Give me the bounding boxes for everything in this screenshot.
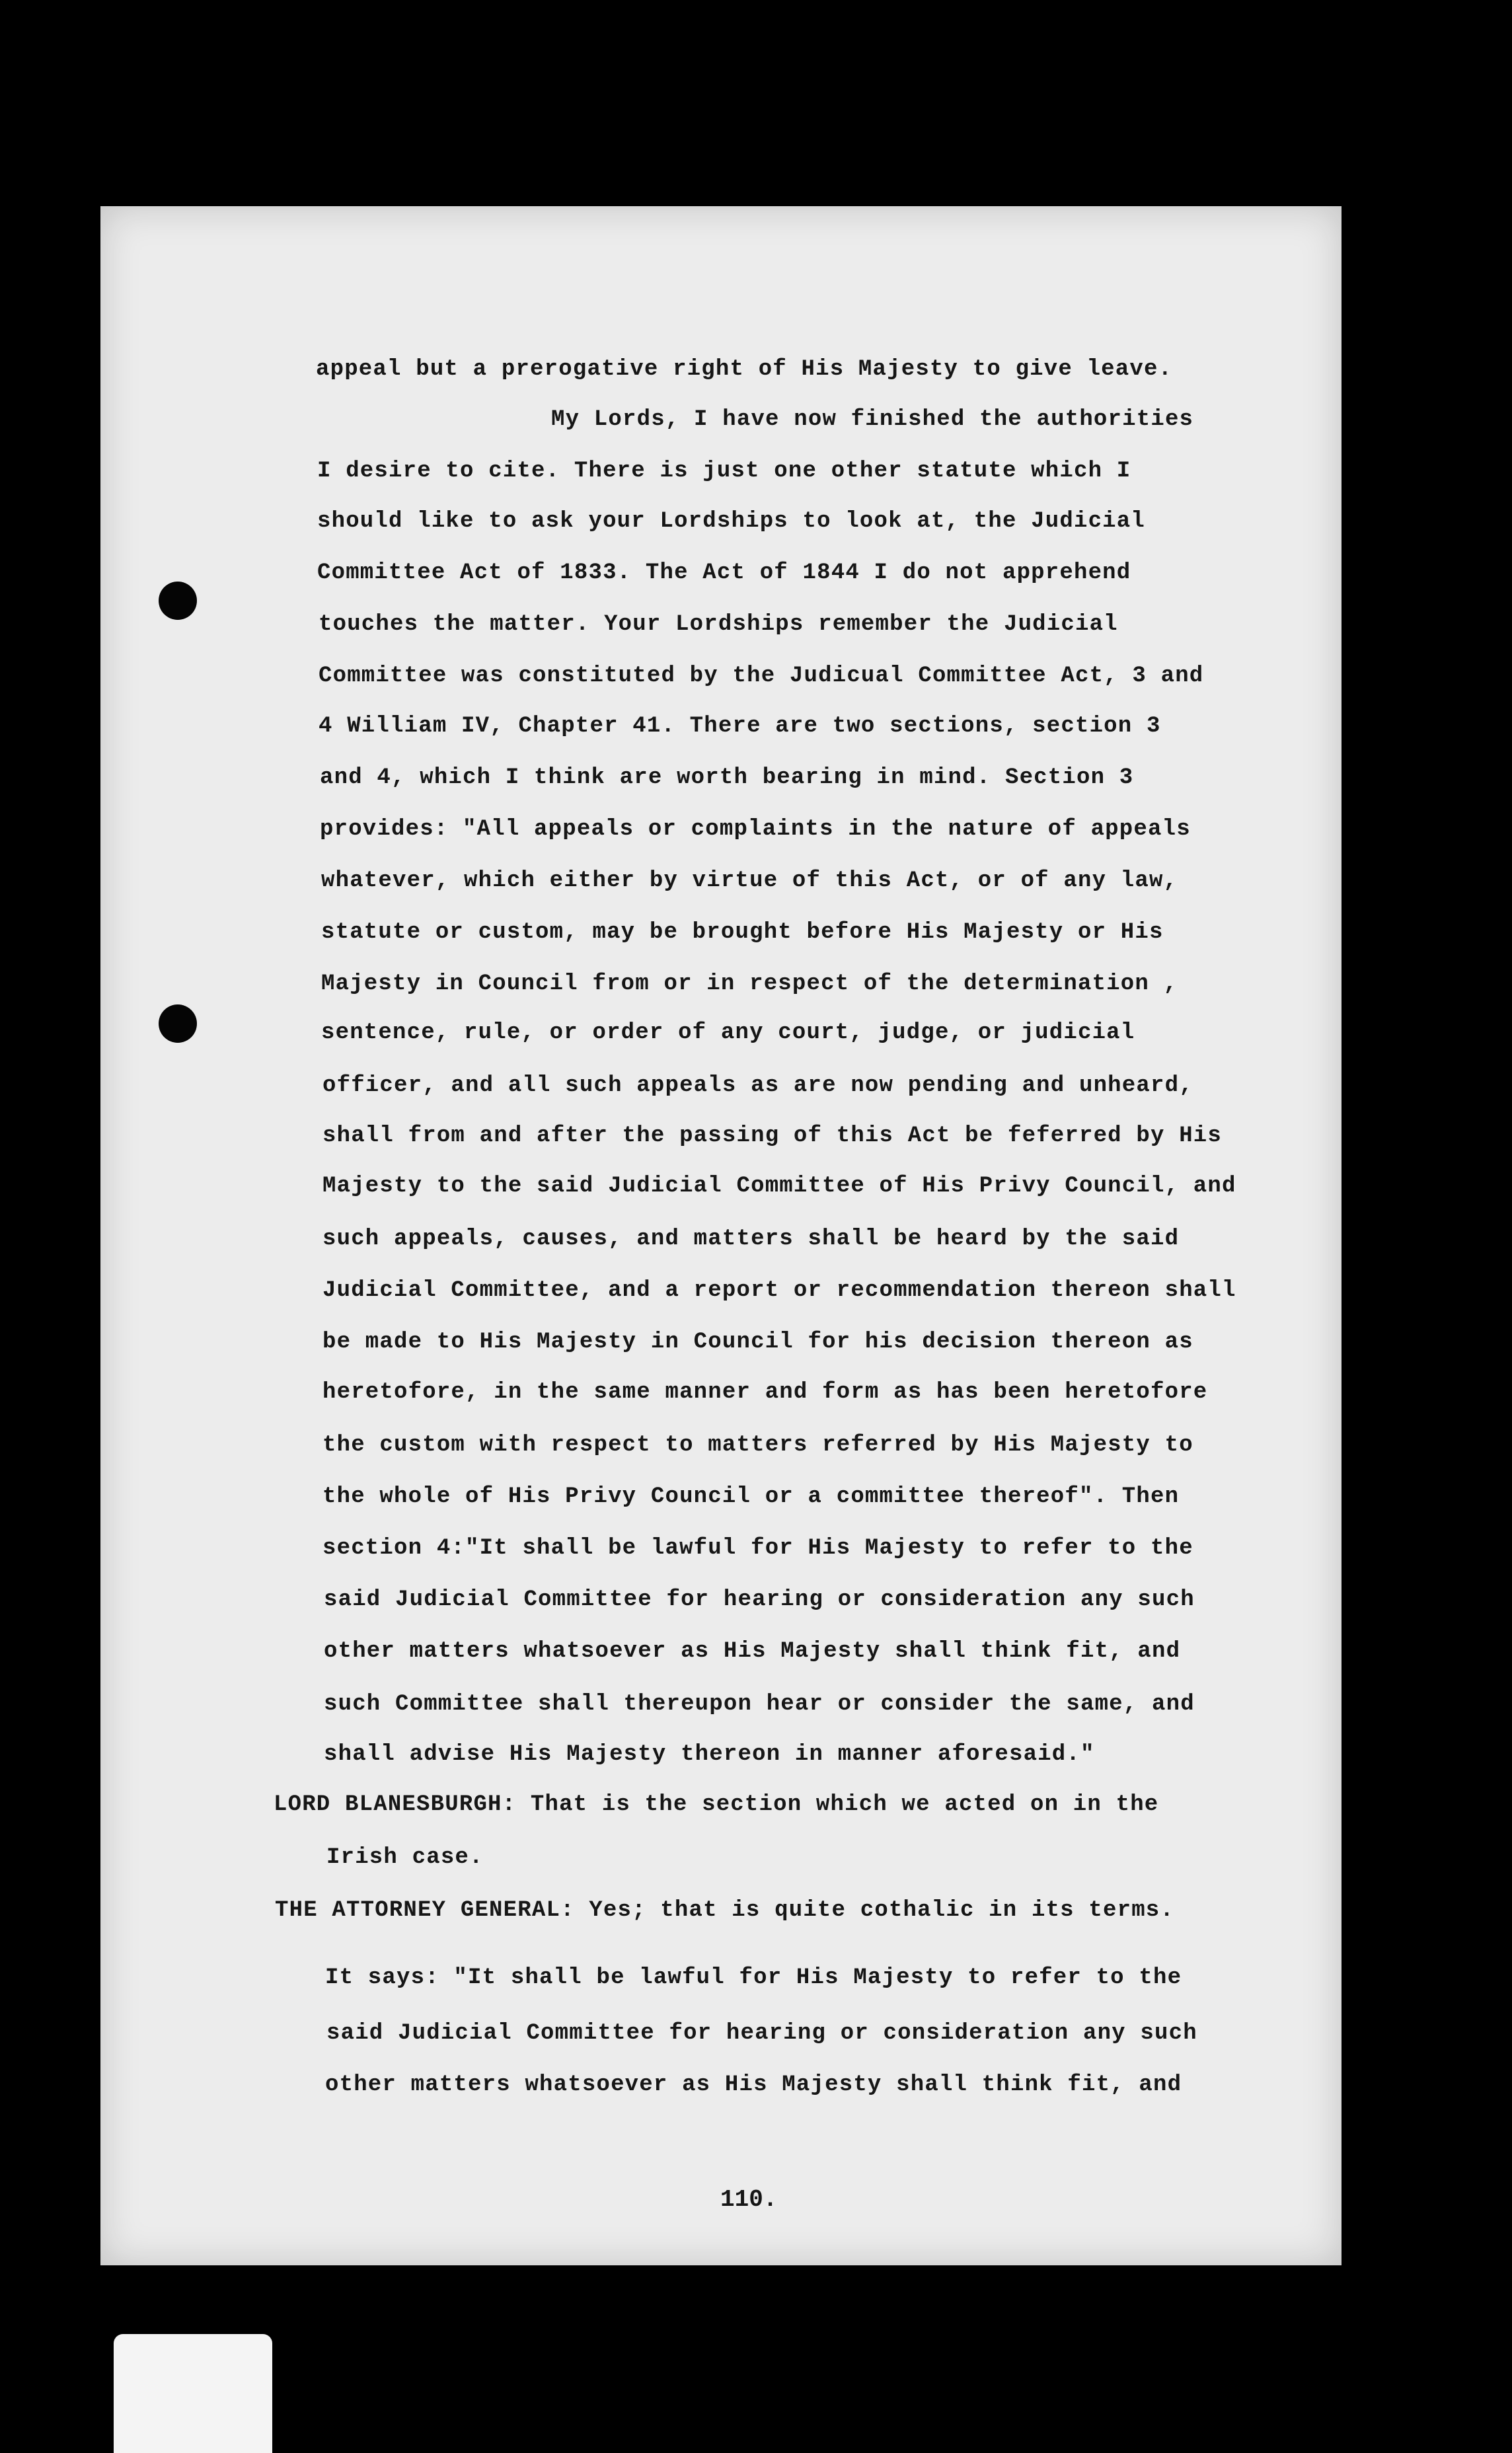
text-line: whatever, which either by virtue of this Act, or of any law, (321, 868, 1178, 893)
text-line: the custom with respect to matters referred by His Majesty to (322, 1433, 1193, 1458)
text-line: statute or custom, may be brought before His Majesty or His (321, 920, 1164, 945)
text-line: Majesty to the said Judicial Committee of His Privy Council, and (322, 1174, 1236, 1199)
text-line: Committee was constituted by the Judicual Committee Act, 3 and (319, 663, 1204, 689)
text-line: Majesty in Council from or in respect of the determination , (321, 971, 1178, 997)
text-line: other matters whatsoever as His Majesty shall think fit, and (324, 1639, 1181, 1664)
text-line: such appeals, causes, and matters shall be heard by the said (322, 1226, 1180, 1252)
text-line: My Lords, I have now finished the authorities (551, 407, 1194, 432)
text-line: shall advise His Majesty thereon in manner aforesaid." (324, 1742, 1095, 1767)
text-line: provides: "All appeals or complaints in the nature of appeals (320, 817, 1191, 842)
speaker-line: THE ATTORNEY GENERAL: Yes; that is quite cothalic in its terms. (275, 1898, 1175, 1923)
text-line: be made to His Majesty in Council for his decision thereon as (322, 1330, 1193, 1355)
text-line: I desire to cite. There is just one other statute which I (317, 459, 1131, 484)
text-line: Committee Act of 1833. The Act of 1844 I do not apprehend (317, 560, 1131, 585)
text-line: 4 William IV, Chapter 41. There are two sections, section 3 (319, 714, 1161, 739)
text-line: appeal but a prerogative right of His Majesty to give leave. (316, 357, 1173, 382)
typescript-page (100, 206, 1342, 2265)
text-line: other matters whatsoever as His Majesty shall think fit, and (325, 2072, 1182, 2097)
text-line: section 4:"It shall be lawful for His Majesty to refer to the (322, 1536, 1193, 1561)
page-number: 110. (720, 2186, 778, 2213)
text-line: Irish case. (326, 1845, 484, 1870)
text-line: the whole of His Privy Council or a committee thereof". Then (322, 1484, 1180, 1509)
text-line: and 4, which I think are worth bearing in mind. Section 3 (320, 765, 1134, 790)
blank-label-tab (114, 2334, 272, 2453)
text-line: Judicial Committee, and a report or recommendation thereon shall (322, 1278, 1236, 1303)
text-line: officer, and all such appeals as are now pending and unheard, (322, 1073, 1193, 1098)
punch-hole-top (159, 582, 197, 620)
speaker-line: LORD BLANESBURGH: That is the section which we acted on in the (274, 1792, 1159, 1817)
text-line: such Committee shall thereupon hear or consider the same, and (324, 1692, 1195, 1717)
text-line: It says: "It shall be lawful for His Majesty to refer to the (325, 1965, 1182, 1990)
text-line: shall from and after the passing of this Act be feferred by His (322, 1123, 1223, 1149)
text-line: said Judicial Committee for hearing or consideration any such (326, 2021, 1197, 2046)
text-line: heretofore, in the same manner and form as has been heretofore (322, 1380, 1208, 1405)
punch-hole-bottom (159, 1004, 197, 1043)
text-line: said Judicial Committee for hearing or consideration any such (324, 1587, 1195, 1612)
text-line: should like to ask your Lordships to look at, the Judicial (317, 509, 1145, 534)
text-line: sentence, rule, or order of any court, judge, or judicial (321, 1020, 1135, 1045)
text-line: touches the matter. Your Lordships remember the Judicial (319, 612, 1118, 637)
